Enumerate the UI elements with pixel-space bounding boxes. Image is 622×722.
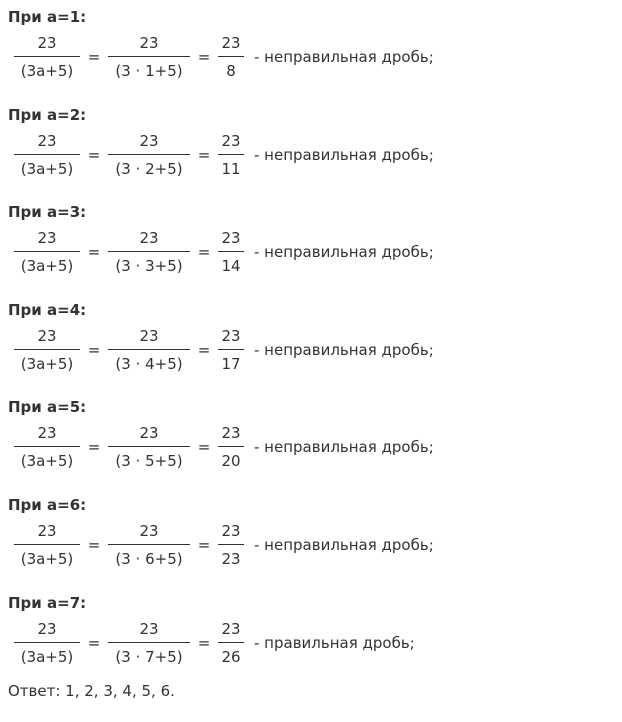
equals-sign: = [87,535,101,554]
numerator: 23 [139,424,159,443]
denominator: (3а+5) [20,159,74,178]
equation [8,614,614,672]
numerator: 23 [221,326,241,345]
numerator: 23 [139,131,159,150]
fraction-type-description: - неправильная дробь; [254,438,434,457]
case-title: При а=6: [8,495,87,514]
numerator: 23 [221,619,241,638]
fraction-result [218,422,244,472]
fraction-type-description: - неправильная дробь; [254,243,434,262]
fraction-general [14,130,80,180]
equation [8,321,614,379]
denominator: 11 [221,159,241,178]
equation [8,223,614,281]
equals-sign: = [197,48,211,66]
denominator: (3 · 2+5) [115,159,183,178]
fraction-general [14,227,80,277]
fraction-general [14,32,80,82]
numerator: 23 [221,131,241,150]
denominator: 8 [226,62,236,80]
numerator: 23 [221,424,241,443]
denominator: 26 [221,647,241,666]
denominator: 20 [221,452,241,471]
numerator: 23 [221,521,241,540]
denominator: (3 · 4+5) [115,354,183,373]
numerator: 23 [139,619,159,638]
fraction-type-description: - неправильная дробь; [254,145,434,164]
numerator: 23 [37,34,57,52]
denominator: 23 [221,549,241,568]
equation [8,516,614,574]
case-a-1 [8,8,614,106]
fraction-substituted [108,227,190,277]
denominator: (3 · 5+5) [115,452,183,471]
fraction-result [218,32,244,82]
case-a-3 [8,203,614,301]
case-a-5 [8,398,614,496]
numerator: 23 [139,229,159,248]
fraction-substituted [108,32,190,82]
fraction-type-description: - неправильная дробь; [254,340,434,359]
answer-text: Ответ: 1, 2, 3, 4, 5, 6. [8,682,175,700]
equals-sign: = [87,340,101,359]
denominator: (3а+5) [20,354,74,373]
equation [8,418,614,476]
fraction-type-description: - правильная дробь; [254,633,415,652]
solution-document [8,8,614,691]
equals-sign: = [197,438,211,457]
numerator: 23 [221,229,241,248]
fraction-result [218,130,244,180]
case-title: При а=3: [8,203,87,222]
equals-sign: = [87,145,101,164]
fraction-substituted [108,422,190,472]
denominator: (3 · 6+5) [115,549,183,568]
denominator: (3а+5) [20,549,74,568]
numerator: 23 [139,521,159,540]
fraction-general [14,422,80,472]
case-a-4 [8,301,614,399]
case-title: При а=1: [8,8,87,26]
fraction-result [218,325,244,375]
equals-sign: = [87,633,101,652]
numerator: 23 [37,424,57,443]
case-title: При а=2: [8,105,87,124]
fraction-substituted [108,130,190,180]
denominator: 17 [221,354,241,373]
denominator: (3а+5) [20,62,74,80]
fraction-substituted [108,520,190,570]
fraction-result [218,618,244,668]
fraction-general [14,325,80,375]
case-a-7 [8,594,614,692]
numerator: 23 [37,619,57,638]
equals-sign: = [197,145,211,164]
denominator: (3 · 3+5) [115,257,183,276]
numerator: 23 [221,34,241,52]
equals-sign: = [197,243,211,262]
case-title: При а=7: [8,593,87,612]
denominator: 14 [221,257,241,276]
equation [8,28,614,86]
case-title: При а=5: [8,398,87,417]
denominator: (3а+5) [20,257,74,276]
fraction-substituted [108,618,190,668]
numerator: 23 [37,326,57,345]
numerator: 23 [139,326,159,345]
numerator: 23 [37,229,57,248]
fraction-result [218,227,244,277]
denominator: (3а+5) [20,452,74,471]
fraction-type-description: - неправильная дробь; [254,48,434,66]
case-a-2 [8,106,614,204]
case-a-6 [8,496,614,594]
numerator: 23 [37,521,57,540]
equals-sign: = [197,535,211,554]
equals-sign: = [87,48,101,66]
case-title: При а=4: [8,300,87,319]
fraction-type-description: - неправильная дробь; [254,535,434,554]
equation [8,126,614,184]
fraction-substituted [108,325,190,375]
denominator: (3 · 1+5) [115,62,183,80]
equals-sign: = [197,633,211,652]
equals-sign: = [87,243,101,262]
denominator: (3 · 7+5) [115,647,183,666]
denominator: (3а+5) [20,647,74,666]
equals-sign: = [87,438,101,457]
fraction-general [14,520,80,570]
equals-sign: = [197,340,211,359]
fraction-general [14,618,80,668]
fraction-result [218,520,244,570]
numerator: 23 [37,131,57,150]
numerator: 23 [139,34,159,52]
